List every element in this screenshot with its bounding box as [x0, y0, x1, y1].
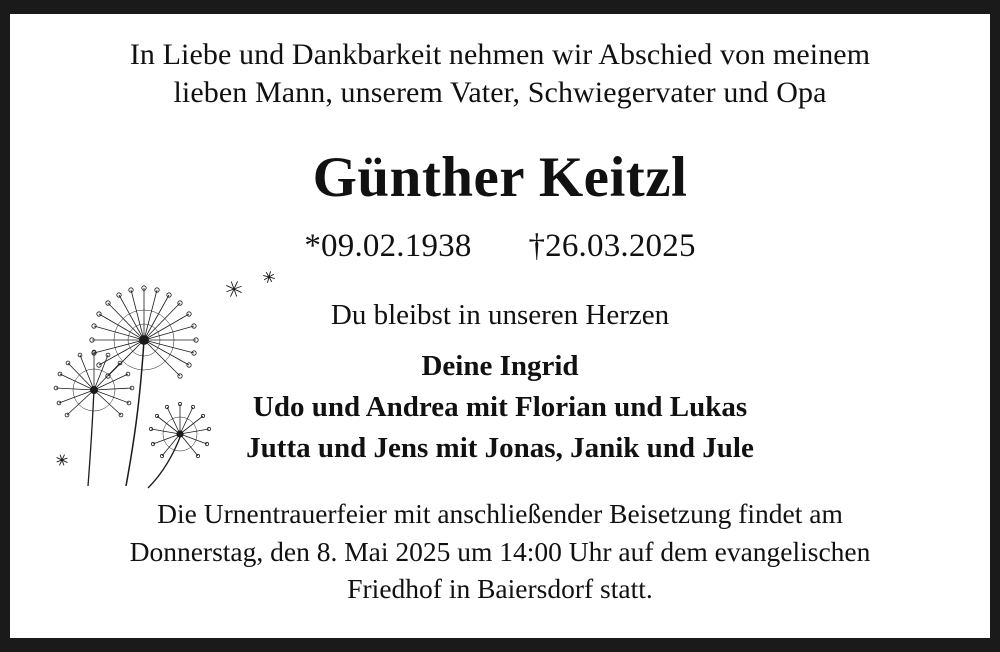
ceremony-line-2: Donnerstag, den 8. Mai 2025 um 14:00 Uhr auf dem evangelischen [129, 535, 871, 567]
intro-line-2: lieben Mann, unserem Vater, Schwiegervater und Opa [173, 76, 827, 110]
notice-content [10, 14, 990, 638]
family-signatures [246, 346, 754, 470]
family-line-2: Udo und Andrea mit Florian und Lukas [252, 390, 748, 423]
ceremony-line-1: Die Urnentrauerfeier mit anschließender Beisetzung findet am [157, 498, 843, 530]
life-dates [304, 228, 695, 265]
memorial-verse: Du bleibst in unseren Herzen [330, 298, 670, 331]
ceremony-line-3: Friedhof in Baiersdorf statt. [347, 573, 653, 605]
intro-line-1: In Liebe und Dankbarkeit nehmen wir Abschied von meinem [129, 38, 871, 71]
deceased-name: Günther Keitzl [312, 145, 688, 209]
birth-date: *09.02.1938 [304, 227, 472, 264]
ceremony-details [130, 495, 871, 607]
dandelion-illustration [22, 242, 282, 502]
intro-text [130, 36, 870, 113]
death-date: †26.03.2025 [528, 227, 696, 264]
family-line-3: Jutta und Jens mit Jonas, Janik und Jule [246, 432, 754, 465]
family-line-1: Deine Ingrid [421, 349, 579, 382]
